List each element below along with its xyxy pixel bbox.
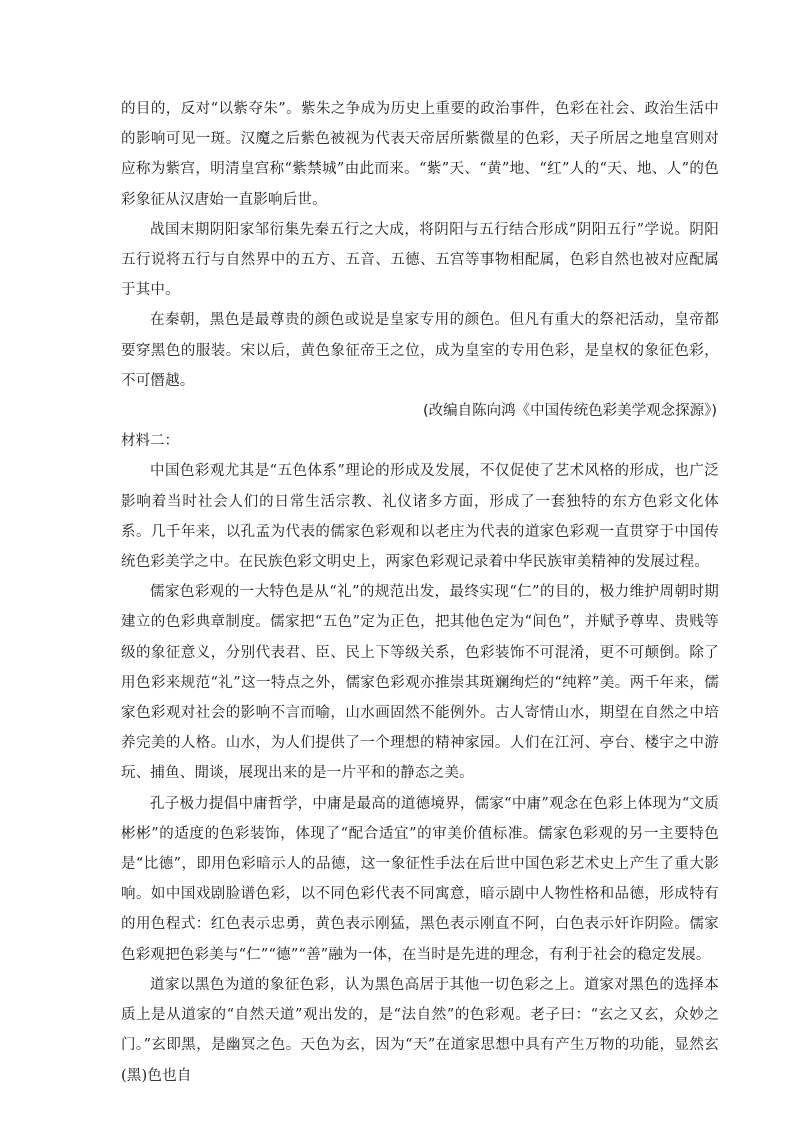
- paragraph-qin-black: 在秦朝，黑色是最尊贵的颜色或说是皇家专用的颜色。但凡有重大的祭祀活动，皇帝都要穿黑色的服装。宋以后，黄色象征帝王之位，成为皇室的专用色彩，是皇权的象征色彩，不可僭越。: [121, 312, 719, 389]
- paragraph-continuation: 的目的，反对“以紫夺朱”。紫朱之争成为历史上重要的政治事件，色彩在社会、政治生活中的影响可见一斑。汉魔之后紫色被视为代表天帝居所紫微星的色彩，天子所居之地皇宫则对应称为紫宫，明清皇宫称“紫禁城”由此而来。“紫”天、“黄”地、“红”人的“天、地、人”的色彩象征从汉唐始一直影响后世。: [121, 101, 719, 208]
- source-citation: (改编自陈向鸿《中国传统色彩美学观念探源》): [422, 403, 717, 420]
- paragraph-taoist-black: 道家以黑色为道的象征色彩，认为黑色高居于其他一切色彩之上。道家对黑色的选择本质上是从道家的“自然天道”观出发的，是“法自然”的色彩观。老子曰：“玄之又玄，众妙之门。”玄即黑，是幽冥之色。天色为玄，因为“天”在道家思想中具有产生万物的功能，显然玄(黑)色也自: [121, 976, 719, 1084]
- material-two-label: 材料二：: [121, 433, 179, 450]
- paragraph-doctrine-of-mean: 孔子极力提倡中庸哲学，中庸是最高的道德境界，儒家“中庸”观念在色彩上体现为“文质彬彬”的适度的色彩装饰，体现了“配合适宜”的审美价值标准。儒家色彩观的另一主要特色是“比德”，即用色彩暗示人的品德，这一象征性手法在后世中国色彩艺术史上产生了重大影响。如中国戏剧脸谱色彩，以不同色彩代表不同寓意，暗示剧中人物性格和品德，形成特有的用色程式：红色表示忠勇，黄色表示刚猛，黑色表示刚直不阿，白色表示奸诈阴险。儒家色彩观把色彩美与“仁”“德”“善”融为一体，在当时是先进的理念，有利于社会的稳定发展。: [121, 795, 719, 963]
- paragraph-five-color-system: 中国色彩观尤其是“五色体系”理论的形成及发展，不仅促使了艺术风格的形成，也广泛影响着当时社会人们的日常生活宗教、礼仪诸多方面，形成了一套独特的东方色彩文化体系。几千年来，以孔孟为代表的儒家色彩观和以老庄为代表的道家色彩观一直贯穿于中国传统色彩美学之中。在民族色彩文明史上，两家色彩观记录着中华民族审美精神的发展过程。: [121, 463, 719, 571]
- paragraph-yinyang-wuxing: 战国末期阴阳家邹衍集先秦五行之大成，将阴阳与五行结合形成“阴阳五行”学说。阴阳五行说将五行与自然界中的五方、五音、五德、五宫等事物相配属，色彩自然也被对应配属于其中。: [121, 221, 719, 299]
- document-page: [121, 94, 719, 1091]
- paragraph-confucian-ritual: 儒家色彩观的一大特色是从“礼”的规范出发，最终实现“仁”的目的，极力维护周朝时期建立的色彩典章制度。儒家把“五色”定为正色，把其他色定为“间色”，并赋予尊卑、贵贱等级的象征意义，分别代表君、臣、民上下等级关系，色彩装饰不可混淆，更不可颠倒。除了用色彩来规范“礼”这一特点之外，儒家色彩观亦推崇其斑斓绚烂的“纯粹”美。两千年来，儒家色彩观对社会的影响不言而喻，山水画固然不能例外。古人寄情山水，期望在自然之中培养完美的人格。山水，为人们提供了一个理想的精神家园。人们在江河、亭台、楼宇之中游玩、捕鱼、閒谈，展现出来的是一片平和的静态之美。: [121, 584, 719, 782]
